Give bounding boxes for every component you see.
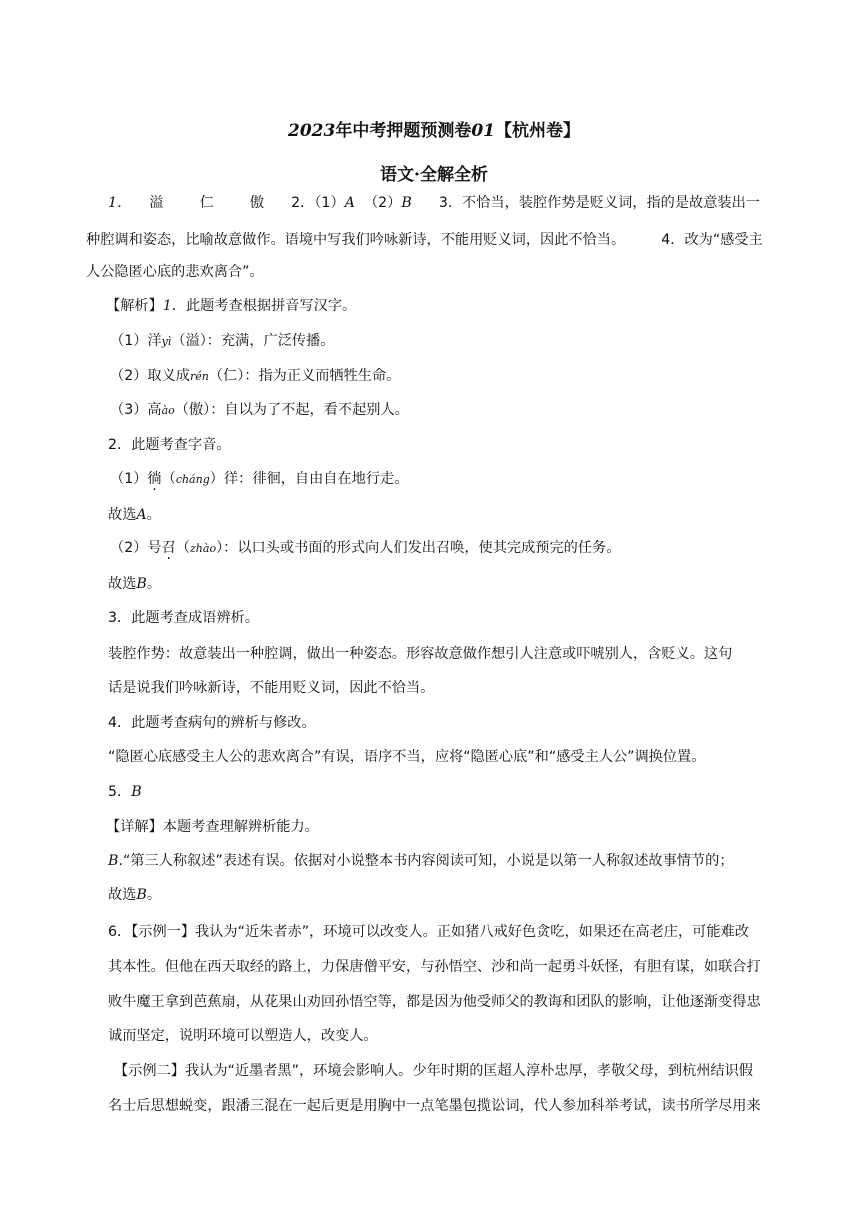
q6-line-1: 6．【示例一】我认为“近朱者赤”，环境可以改变人。正如猪八戒好色贪吃，如果还在高老庄，可能难改 xyxy=(108,924,749,940)
q2-answer-2: 故选B。 xyxy=(108,576,162,592)
answer-line-3: 人公隐匿心底的悲欢离合”。 xyxy=(86,264,264,280)
title-region: 【杭州卷】 xyxy=(495,121,580,141)
q6-line-5: 【示例二】我认为“近墨者黑”，环境会影响人。少年时期的匡超人淳朴忠厚，孝敬父母，到杭州结识假 xyxy=(114,1063,753,1079)
q4-heading: 4．此题考查病句的辨析与修改。 xyxy=(108,715,316,731)
q6-line-2: 其本性。但他在西天取经的路上，力保唐僧平安，与孙悟空、沙和尚一起勇斗妖怪，有胆有谋，如联合打 xyxy=(108,959,761,975)
q2-item-1: （1）徜（cháng）徉：徘徊，自由自在地行走。 xyxy=(110,471,409,487)
answer-line-1: 1． 溢 仁 傲 2．（1）A （2）B 3．不恰当，装腔作势是贬义词，指的是故意装出一 xyxy=(108,195,760,211)
q5-answer: 5．B xyxy=(108,784,142,800)
q5-heading: 【详解】本题考查理解辨析能力。 xyxy=(106,819,319,835)
q4-line-1: “隐匿心底感受主人公的悲欢离合”有误，语序不当，应将“隐匿心底”和“感受主人公”调换位置。 xyxy=(108,749,706,765)
answer-line-2: 种腔调和姿态，比喻故意做作。语境中写我们吟咏新诗，不能用贬义词，因此不恰当。 4．改为“感受主 xyxy=(86,232,763,248)
page-title xyxy=(0,116,868,141)
q6-line-6: 名士后思想蜕变，跟潘三混在一起后更是用胸中一点笔墨包揽讼词，代人参加科举考试，读书所学尽用来 xyxy=(108,1098,761,1114)
q3-line-2: 话是说我们吟咏新诗，不能用贬义词，因此不恰当。 xyxy=(108,680,435,696)
pinyin-item-2: （2）取义成rén（仁）：指为正义而牺牲生命。 xyxy=(110,368,401,384)
q5-line-1: B.“第三人称叙述”表述有误。依据对小说整本书内容阅读可知，小说是以第一人称叙述故事情节的； xyxy=(108,853,734,869)
pinyin-item-3: （3）高ào（傲）：自以为了不起，看不起别人。 xyxy=(110,402,409,418)
q6-line-4: 诚而坚定，说明环境可以塑造人，改变人。 xyxy=(108,1028,378,1044)
q3-line-1: 装腔作势：故意装出一种腔调，做出一种姿态。形容故意做作想引人注意或吓唬别人，含贬义。这句 xyxy=(108,646,733,662)
title-number: 01 xyxy=(471,121,495,141)
q3-heading: 3．此题考查成语辨析。 xyxy=(108,610,259,626)
q5-answer-line: 故选B。 xyxy=(108,887,162,903)
analysis-heading: 【解析】1．此题考查根据拼音写汉字。 xyxy=(106,298,357,314)
q2-answer-1: 故选A。 xyxy=(108,507,161,523)
page-subtitle: 语文·全解全析 xyxy=(380,165,488,185)
q6-line-3: 败牛魔王拿到芭蕉扇，从花果山劝回孙悟空等，都是因为他受师父的教诲和团队的影响，让他逐渐变得忠 xyxy=(108,994,761,1010)
title-main: 年中考押题预测卷 xyxy=(335,121,472,141)
q2-heading: 2．此题考查字音。 xyxy=(108,437,231,453)
q2-item-2: （2）号召（zhào）：以口头或书面的形式向人们发出召唤，使其完成预完的任务。 xyxy=(110,540,621,556)
title-year: 2023 xyxy=(288,121,336,141)
pinyin-item-1: （1）洋yì（溢）：充满，广泛传播。 xyxy=(110,333,335,349)
